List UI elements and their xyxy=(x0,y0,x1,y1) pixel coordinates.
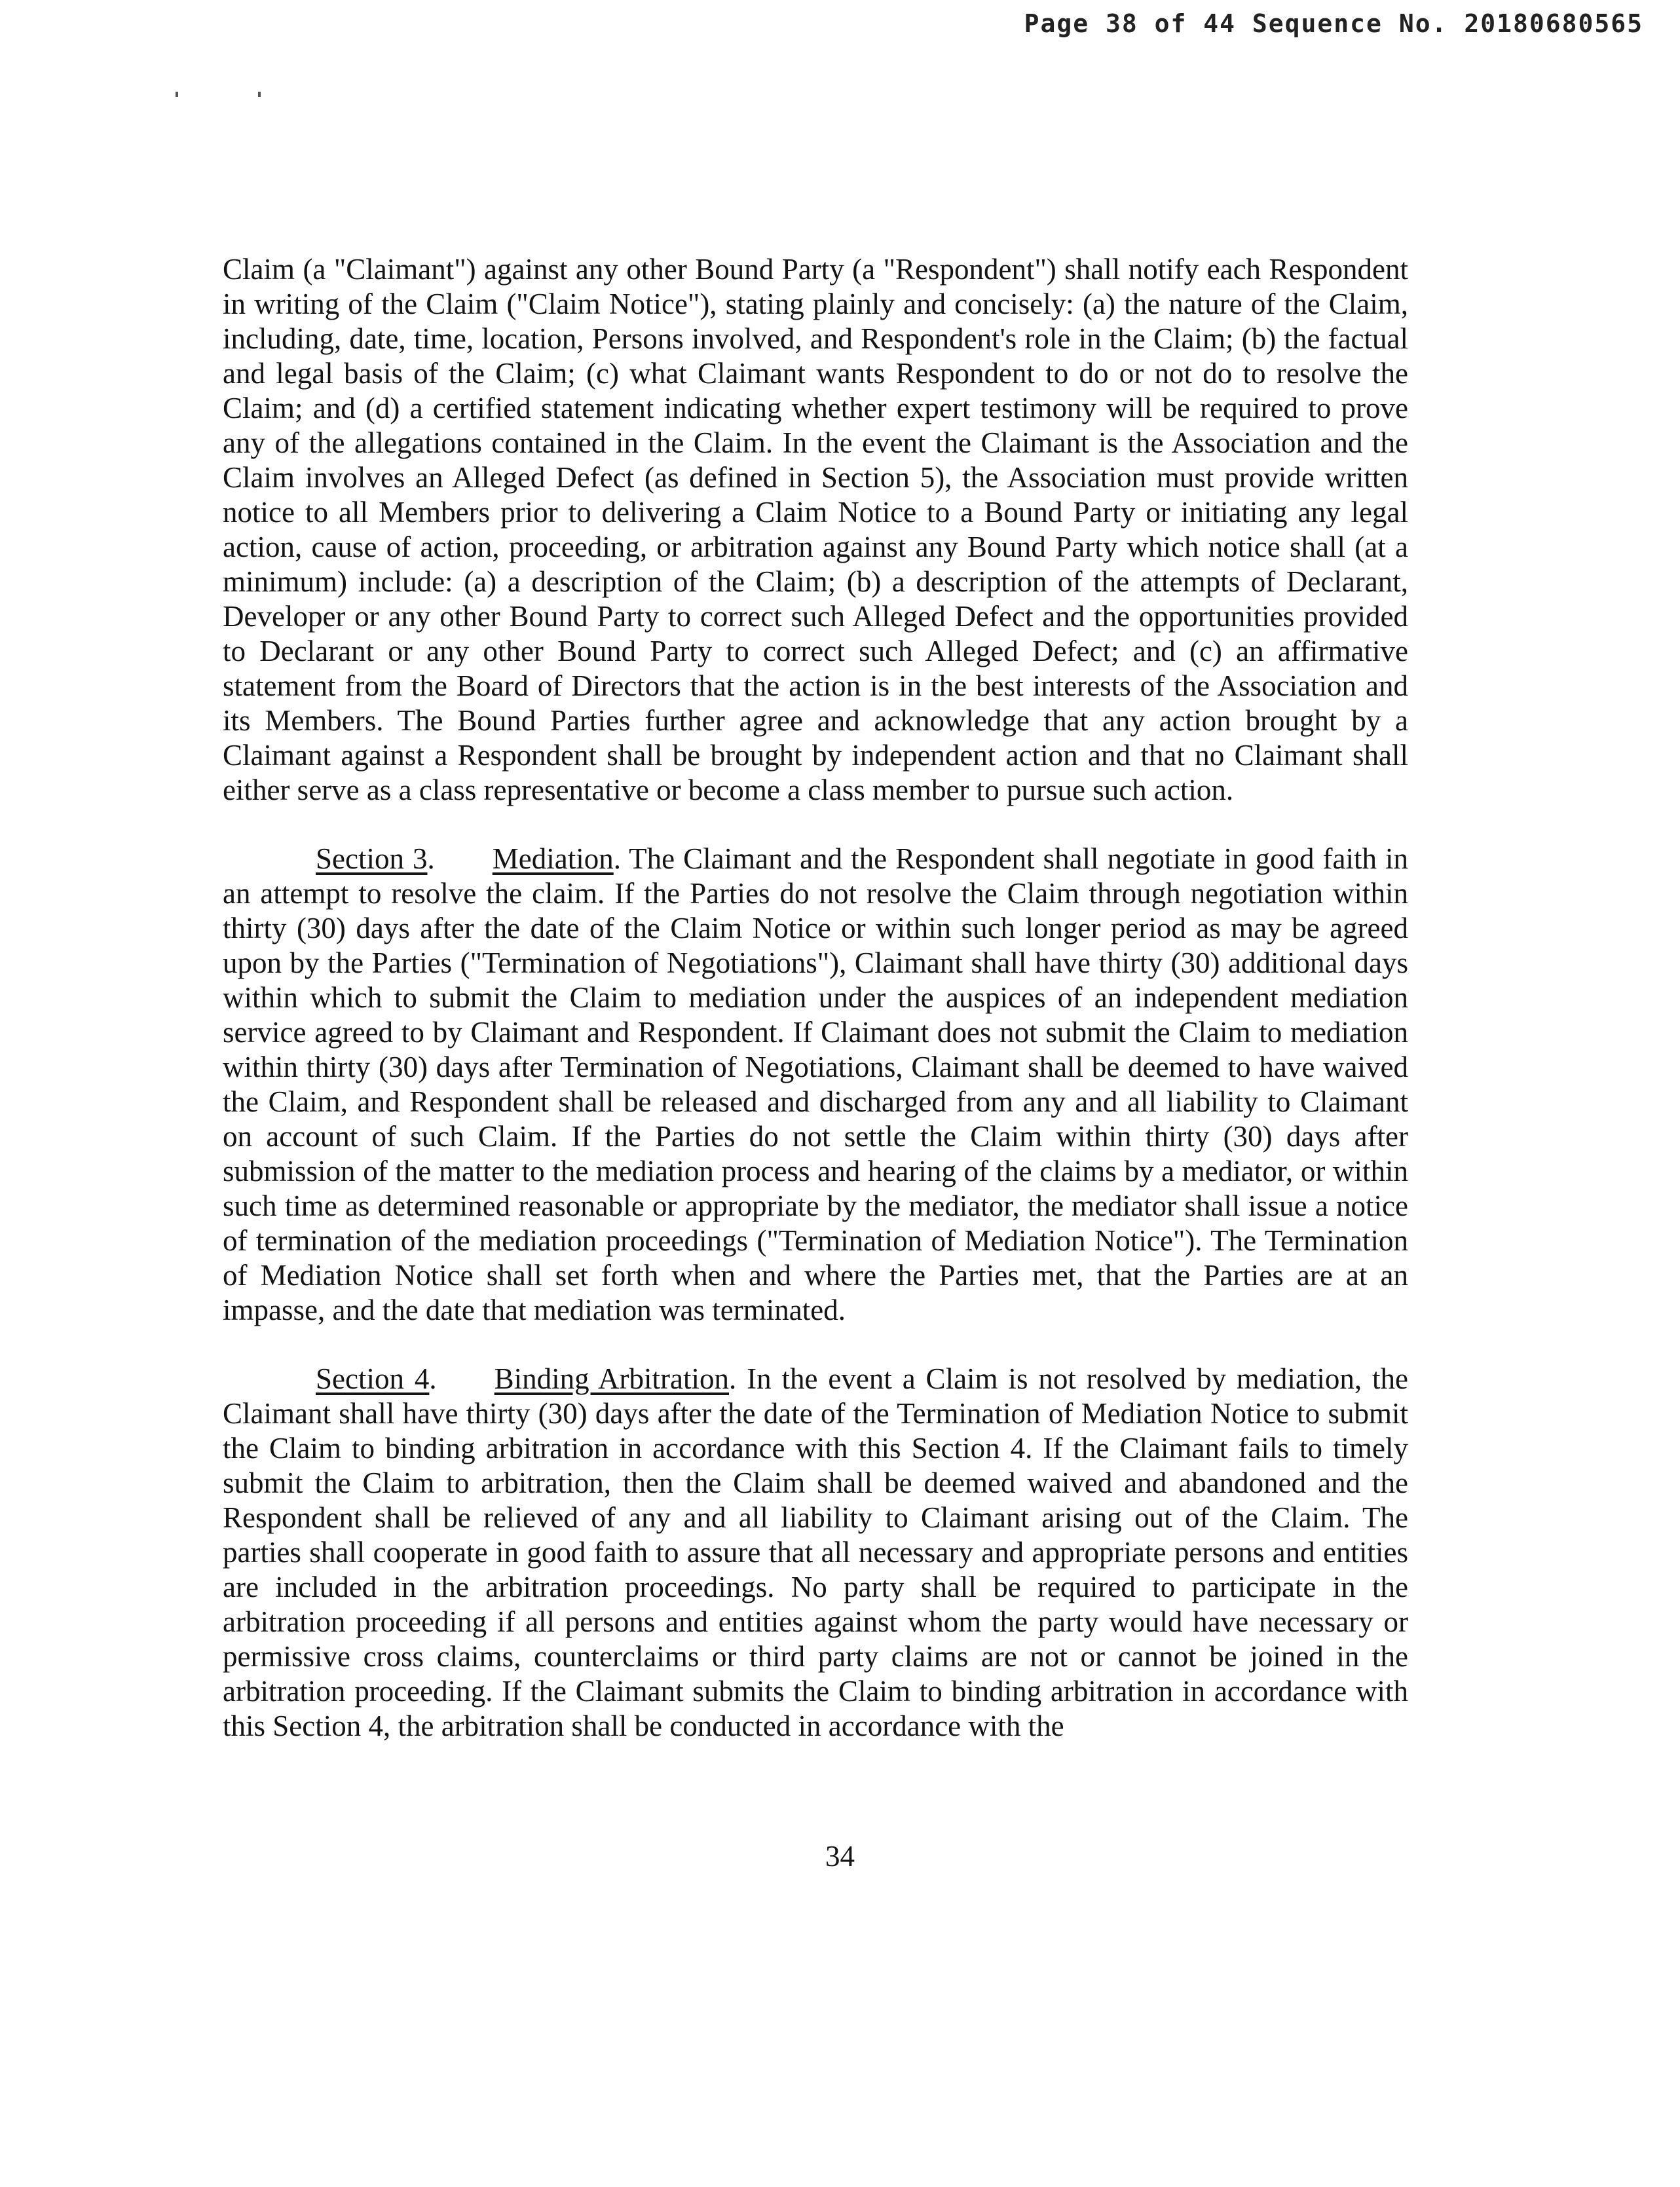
section-3-text: The Claimant and the Respondent shall negotiate in good faith in an attempt to resolve the claim. If the Parties do not resolve the Claim through negotiation within thirty (30) days after the date of the Claim Notice or within such longer period as may be agreed upon by the Parties ("Termination of Negotiations"), Claimant shall have thirty (30) additional days within which to submit the Claim to mediation under the auspices of an independent mediation service agreed to by Claimant and Respondent. If Claimant does not submit the Claim to mediation within thirty (30) days after Termination of Negotiations, Claimant shall be deemed to have waived the Claim, and Respondent shall be released and discharged from any and all liability to Claimant on account of such Claim. If the Parties do not settle the Claim within thirty (30) days after submission of the matter to the mediation process and hearing of the claims by a mediator, or within such time as determined reasonable or appropriate by the mediator, the mediator shall issue a notice of termination of the mediation proceedings ("Termination of Mediation Notice"). The Termination of Mediation Notice shall set forth when and where the Parties met, that the Parties are at an impasse, and the date that mediation was terminated. xyxy=(223,842,1409,1326)
section-4-text: In the event a Claim is not resolved by mediation, the Claimant shall have thirty (30) days after the date of the Termination of Mediation Notice to submit the Claim to binding arbitration in accordance with this Section 4. If the Claimant fails to timely submit the Claim to arbitration, then the Claim shall be deemed waived and abandoned and the Respondent shall be relieved of any and all liability to Claimant arising out of the Claim. The parties shall cooperate in good faith to assure that all necessary and appropriate persons and entities are included in the arbitration proceedings. No party shall be required to participate in the arbitration proceeding if all persons and entities against whom the party would have necessary or permissive cross claims, counterclaims or third party claims are not or cannot be joined in the arbitration proceeding. If the Claimant submits the Claim to binding arbitration in accordance with this Section 4, the arbitration shall be conducted in accordance with the xyxy=(223,1362,1408,1742)
section-4-title: Binding Arbitration xyxy=(494,1362,729,1395)
scan-artifact-mark xyxy=(176,92,178,97)
document-body xyxy=(223,252,1408,1744)
section-3-title: Mediation xyxy=(492,842,614,875)
section-4-number: Section 4 xyxy=(316,1362,430,1395)
section-3-paragraph: Section 3. Mediation. The Claimant and the Respondent shall negotiate in good faith in an attempt to resolve the claim. If the Parties do not resolve the Claim through negotiation within thirty (30) days after the date of the Claim Notice or within such longer period as may be agreed upon by the Parties ("Termination of Negotiations"), Claimant shall have thirty (30) additional days within which to submit the Claim to mediation under the auspices of an independent mediation service agreed to by Claimant and Respondent. If Claimant does not submit the Claim to mediation within thirty (30) days after Termination of Negotiations, Claimant shall be deemed to have waived the Claim, and Respondent shall be released and discharged from any and all liability to Claimant on account of such Claim. If the Parties do not settle the Claim within thirty (30) days after submission of the matter to the mediation process and hearing of the claims by a mediator, or within such time as determined reasonable or appropriate by the mediator, the mediator shall issue a notice of termination of the mediation proceedings ("Termination of Mediation Notice"). The Termination of Mediation Notice shall set forth when and where the Parties met, that the Parties are at an impasse, and the date that mediation was terminated. xyxy=(223,842,1409,1326)
section-4-paragraph: Section 4. Binding Arbitration. In the event a Claim is not resolved by mediation, the Claimant shall have thirty (30) days after the date of the Termination of Mediation Notice to submit the Claim to binding arbitration in accordance with this Section 4. If the Claimant fails to timely submit the Claim to arbitration, then the Claim shall be deemed waived and abandoned and the Respondent shall be relieved of any and all liability to Claimant arising out of the Claim. The parties shall cooperate in good faith to assure that all necessary and appropriate persons and entities are included in the arbitration proceedings. No party shall be required to participate in the arbitration proceeding if all persons and entities against whom the party would have necessary or permissive cross claims, counterclaims or third party claims are not or cannot be joined in the arbitration proceeding. If the Claimant submits the Claim to binding arbitration in accordance with this Section 4, the arbitration shall be conducted in accordance with the xyxy=(223,1362,1408,1742)
claim-notice-paragraph: Claim (a "Claimant") against any other Bound Party (a "Respondent") shall notify each Respondent in writing of the Claim ("Claim Notice"), stating plainly and concisely: (a) the nature of the Claim, including, date, time, location, Persons involved, and Respondent's role in the Claim; (b) the factual and legal basis of the Claim; (c) what Claimant wants Respondent to do or not do to resolve the Claim; and (d) a certified statement indicating whether expert testimony will be required to prove any of the allegations contained in the Claim. In the event the Claimant is the Association and the Claim involves an Alleged Defect (as defined in Section 5), the Association must provide written notice to all Members prior to delivering a Claim Notice to a Bound Party or initiating any legal action, cause of action, proceeding, or arbitration against any Bound Party which notice shall (at a minimum) include: (a) a description of the Claim; (b) a description of the attempts of Declarant, Developer or any other Bound Party to correct such Alleged Defect and the opportunities provided to Declarant or any other Bound Party to correct such Alleged Defect; and (c) an affirmative statement from the Board of Directors that the action is in the best interests of the Association and its Members. The Bound Parties further agree and acknowledge that any action brought by a Claimant against a Respondent shall be brought by independent action and that no Claimant shall either serve as a class representative or become a class member to pursue such action. xyxy=(223,253,1408,806)
page-sequence-stamp: Page 38 of 44 Sequence No. 20180680565 xyxy=(1024,9,1643,38)
scan-artifact-mark xyxy=(258,92,261,97)
page-number: 34 xyxy=(825,1840,855,1873)
section-3-number: Section 3 xyxy=(316,842,428,875)
